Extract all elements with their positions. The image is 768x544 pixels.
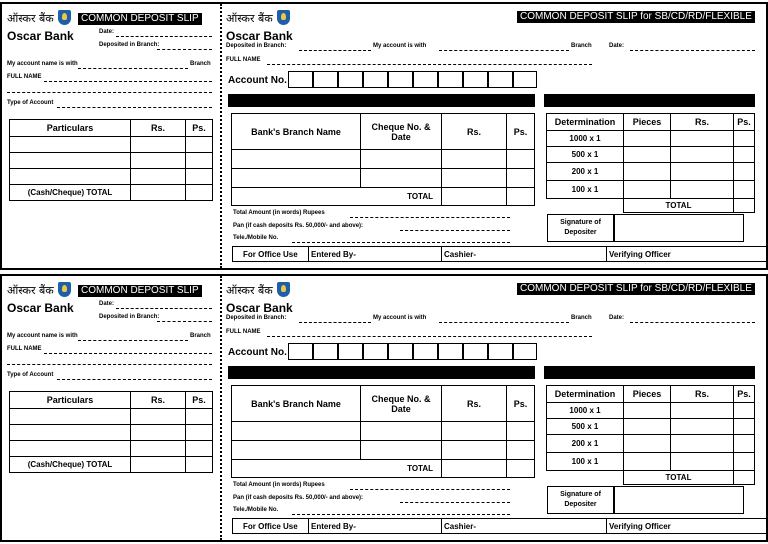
account-digit-box[interactable]	[488, 71, 513, 88]
main-account-with-field[interactable]	[439, 322, 569, 323]
ps-header: Ps.	[186, 392, 213, 409]
bank-name: Oscar Bank	[226, 29, 293, 43]
cheque-ps-header: Ps.	[507, 386, 535, 422]
denomination-label: 1000 x 1	[547, 131, 624, 147]
signature-label: Signature of Depositer	[547, 486, 614, 514]
denomination-label: 100 x 1	[547, 453, 624, 471]
denom-ps-header: Ps.	[734, 386, 755, 403]
table-row[interactable]	[10, 137, 213, 153]
cheque-section-bar	[228, 94, 535, 107]
office-use-strip	[232, 518, 768, 534]
office-use-label: For Office Use	[243, 522, 298, 531]
mobile-field[interactable]	[292, 242, 510, 243]
verifying-officer-label[interactable]: Verifying Officer	[609, 522, 671, 531]
branch-name-header: Bank's Branch Name	[232, 386, 361, 422]
counterfoil-deposited-field[interactable]	[157, 321, 212, 322]
account-digit-box[interactable]	[363, 343, 388, 360]
pan-field[interactable]	[400, 502, 510, 503]
cheque-rs-header: Rs.	[442, 114, 507, 150]
counterfoil-date-field[interactable]	[116, 308, 212, 309]
counterfoil-total-rs[interactable]	[131, 185, 186, 201]
bank-shield-icon	[277, 282, 290, 297]
account-digit-box[interactable]	[413, 343, 438, 360]
total-words-label: Total Amount (in words) Rupees	[233, 210, 325, 216]
main-deposited-field[interactable]	[299, 50, 371, 51]
counterfoil-total-label: (Cash/Cheque) TOTAL	[10, 457, 131, 473]
counterfoil-total-label: (Cash/Cheque) TOTAL	[10, 185, 131, 201]
cheque-total-ps[interactable]	[507, 188, 535, 206]
perforation-line	[220, 276, 222, 540]
counterfoil-type-field[interactable]	[57, 379, 212, 380]
cheque-total-ps[interactable]	[507, 460, 535, 478]
pan-label: Pan (if cash deposits Rs. 50,000/- and above):	[233, 495, 364, 501]
counterfoil-fullname-field-2[interactable]	[7, 364, 212, 365]
table-row[interactable]	[547, 419, 755, 435]
counterfoil-table	[9, 391, 213, 473]
cheque-total-label: TOTAL	[232, 188, 442, 206]
cheque-rs-header: Rs.	[442, 386, 507, 422]
main-deposited-label: Deposited in Branch:	[226, 315, 287, 321]
total-words-field[interactable]	[350, 217, 510, 218]
account-digit-box[interactable]	[513, 343, 537, 360]
main-deposited-field[interactable]	[299, 322, 371, 323]
signature-box[interactable]	[614, 214, 744, 242]
cheque-no-header: Cheque No. & Date	[361, 114, 442, 150]
cheque-ps-header: Ps.	[507, 114, 535, 150]
cheque-no-header: Cheque No. & Date	[361, 386, 442, 422]
main-branch-label: Branch	[571, 315, 592, 321]
denom-rs-header: Rs.	[671, 386, 734, 403]
counterfoil-fullname-label: FULL NAME	[7, 74, 42, 80]
signature-box[interactable]	[614, 486, 744, 514]
table-row[interactable]	[232, 150, 535, 169]
counterfoil-type-label: Type of Account	[7, 100, 54, 106]
account-digit-box[interactable]	[388, 343, 413, 360]
perforation-line	[220, 4, 222, 268]
counterfoil-deposited-label: Deposited in Branch:	[99, 314, 160, 320]
account-no-boxes[interactable]	[288, 343, 537, 360]
table-row[interactable]	[10, 409, 213, 425]
bank-hindi-name: ऑस्कर बैंक	[7, 12, 54, 25]
counterfoil-type-label: Type of Account	[7, 372, 54, 378]
bank-hindi-name: ऑस्कर बैंक	[226, 284, 273, 297]
denom-total-label: TOTAL	[624, 471, 734, 485]
counterfoil-total-ps[interactable]	[186, 185, 213, 201]
denomination-label: 500 x 1	[547, 147, 624, 163]
counterfoil-fullname-field-2[interactable]	[7, 92, 212, 93]
counterfoil-account-field[interactable]	[78, 340, 188, 341]
main-account-with-field[interactable]	[439, 50, 569, 51]
counterfoil-fullname-field[interactable]	[44, 81, 212, 82]
denomination-label: 1000 x 1	[547, 403, 624, 419]
main-date-label: Date:	[609, 43, 625, 49]
cheque-table	[231, 385, 535, 478]
counterfoil-type-field[interactable]	[57, 107, 212, 108]
account-digit-box[interactable]	[313, 343, 338, 360]
cashier-label[interactable]: Cashier-	[444, 522, 477, 531]
denomination-label: 200 x 1	[547, 435, 624, 453]
signature-label: Signature of Depositer	[547, 214, 614, 242]
bank-name: Oscar Bank	[7, 301, 74, 315]
rs-header: Rs.	[131, 120, 186, 137]
verifying-officer-label[interactable]: Verifying Officer	[609, 250, 671, 259]
account-digit-box[interactable]	[288, 343, 313, 360]
table-row[interactable]	[547, 453, 755, 471]
counterfoil-deposited-label: Deposited in Branch:	[99, 42, 160, 48]
table-row[interactable]	[547, 163, 755, 181]
cheque-table	[231, 113, 535, 206]
particulars-header: Particulars	[10, 392, 131, 409]
counterfoil-logo	[7, 9, 74, 45]
account-digit-box[interactable]	[338, 343, 363, 360]
pan-label: Pan (if cash deposits Rs. 50,000/- and above):	[233, 223, 364, 229]
mobile-field[interactable]	[292, 514, 510, 515]
cheque-section-bar	[228, 366, 535, 379]
counterfoil-account-field[interactable]	[78, 68, 188, 69]
counterfoil-table	[9, 119, 213, 201]
main-branch-label: Branch	[571, 43, 592, 49]
particulars-header: Particulars	[10, 120, 131, 137]
table-row[interactable]	[10, 441, 213, 457]
table-row[interactable]	[10, 425, 213, 441]
table-row[interactable]	[547, 147, 755, 163]
table-row[interactable]	[10, 153, 213, 169]
counterfoil-logo	[7, 281, 74, 317]
bank-name: Oscar Bank	[226, 301, 293, 315]
bank-shield-icon	[277, 10, 290, 25]
counterfoil-account-label: My account name is with	[7, 61, 78, 67]
cash-section-bar	[544, 366, 755, 379]
rs-header: Rs.	[131, 392, 186, 409]
counterfoil-fullname-label: FULL NAME	[7, 346, 42, 352]
main-account-with-label: My account is with	[373, 315, 427, 321]
denomination-label: 100 x 1	[547, 181, 624, 199]
pieces-header: Pieces	[624, 114, 671, 131]
table-row[interactable]	[547, 181, 755, 199]
entered-by-label[interactable]: Entered By-	[311, 522, 356, 531]
determination-header: Determination	[547, 114, 624, 131]
account-digit-box[interactable]	[338, 71, 363, 88]
main-account-with-label: My account is with	[373, 43, 427, 49]
cheque-total-rs[interactable]	[442, 460, 507, 478]
main-fullname-field[interactable]	[267, 336, 592, 337]
counterfoil-date-label: Date:	[99, 301, 115, 307]
main-date-label: Date:	[609, 315, 625, 321]
deposit-slip-bottom	[0, 274, 768, 542]
account-digit-box[interactable]	[413, 71, 438, 88]
office-use-label: For Office Use	[243, 250, 298, 259]
counterfoil-total-rs[interactable]	[131, 457, 186, 473]
cash-section-bar	[544, 94, 755, 107]
main-logo	[226, 9, 293, 45]
table-row[interactable]	[547, 435, 755, 453]
bank-name: Oscar Bank	[7, 29, 74, 43]
table-row[interactable]	[232, 441, 535, 460]
counterfoil-branch-label: Branch	[190, 61, 211, 67]
cheque-total-label: TOTAL	[232, 460, 442, 478]
counterfoil-deposited-field[interactable]	[157, 49, 212, 50]
denom-ps-header: Ps.	[734, 114, 755, 131]
counterfoil-date-field[interactable]	[116, 36, 212, 37]
bank-shield-icon	[58, 282, 71, 297]
table-row[interactable]	[232, 422, 535, 441]
main-fullname-field[interactable]	[267, 64, 592, 65]
office-use-strip	[232, 246, 768, 262]
account-digit-box[interactable]	[463, 343, 488, 360]
mobile-label: Tele./Mobile No.	[233, 235, 279, 241]
denomination-label: 200 x 1	[547, 163, 624, 181]
denomination-label: 500 x 1	[547, 419, 624, 435]
table-row[interactable]	[10, 169, 213, 185]
account-digit-box[interactable]	[363, 71, 388, 88]
counterfoil-title: COMMON DEPOSIT SLIP	[78, 13, 202, 25]
denom-total-ps[interactable]	[734, 199, 755, 213]
cheque-total-rs[interactable]	[442, 188, 507, 206]
pan-field[interactable]	[400, 230, 510, 231]
account-digit-box[interactable]	[438, 343, 463, 360]
account-digit-box[interactable]	[313, 71, 338, 88]
main-fullname-label: FULL NAME	[226, 329, 261, 335]
main-title: COMMON DEPOSIT SLIP for SB/CD/RD/FLEXIBLE	[517, 283, 755, 295]
table-row[interactable]	[232, 169, 535, 188]
account-digit-box[interactable]	[288, 71, 313, 88]
counterfoil-total-ps[interactable]	[186, 457, 213, 473]
denom-total-ps[interactable]	[734, 471, 755, 485]
mobile-label: Tele./Mobile No.	[233, 507, 279, 513]
counterfoil-branch-label: Branch	[190, 333, 211, 339]
denom-rs-header: Rs.	[671, 114, 734, 131]
table-row[interactable]	[547, 403, 755, 419]
account-digit-box[interactable]	[488, 343, 513, 360]
total-words-field[interactable]	[350, 489, 510, 490]
counterfoil-title: COMMON DEPOSIT SLIP	[78, 285, 202, 297]
ps-header: Ps.	[186, 120, 213, 137]
deposit-slip-top	[0, 2, 768, 270]
account-digit-box[interactable]	[438, 71, 463, 88]
branch-name-header: Bank's Branch Name	[232, 114, 361, 150]
counterfoil-fullname-field[interactable]	[44, 353, 212, 354]
total-words-label: Total Amount (in words) Rupees	[233, 482, 325, 488]
denomination-table	[546, 385, 755, 485]
account-no-boxes[interactable]	[288, 71, 537, 88]
main-deposited-label: Deposited in Branch:	[226, 43, 287, 49]
account-no-label: Account No.	[228, 347, 287, 358]
determination-header: Determination	[547, 386, 624, 403]
account-digit-box[interactable]	[513, 71, 537, 88]
entered-by-label[interactable]: Entered By-	[311, 250, 356, 259]
main-date-field[interactable]	[630, 50, 755, 51]
account-no-label: Account No.	[228, 75, 287, 86]
counterfoil-date-label: Date:	[99, 29, 115, 35]
bank-hindi-name: ऑस्कर बैंक	[226, 12, 273, 25]
account-digit-box[interactable]	[463, 71, 488, 88]
main-logo	[226, 281, 293, 317]
bank-shield-icon	[58, 10, 71, 25]
account-digit-box[interactable]	[388, 71, 413, 88]
counterfoil-account-label: My account name is with	[7, 333, 78, 339]
cashier-label[interactable]: Cashier-	[444, 250, 477, 259]
main-date-field[interactable]	[630, 322, 755, 323]
main-fullname-label: FULL NAME	[226, 57, 261, 63]
main-title: COMMON DEPOSIT SLIP for SB/CD/RD/FLEXIBLE	[517, 11, 755, 23]
denom-total-label: TOTAL	[624, 199, 734, 213]
denomination-table	[546, 113, 755, 213]
table-row[interactable]	[547, 131, 755, 147]
pieces-header: Pieces	[624, 386, 671, 403]
bank-hindi-name: ऑस्कर बैंक	[7, 284, 54, 297]
